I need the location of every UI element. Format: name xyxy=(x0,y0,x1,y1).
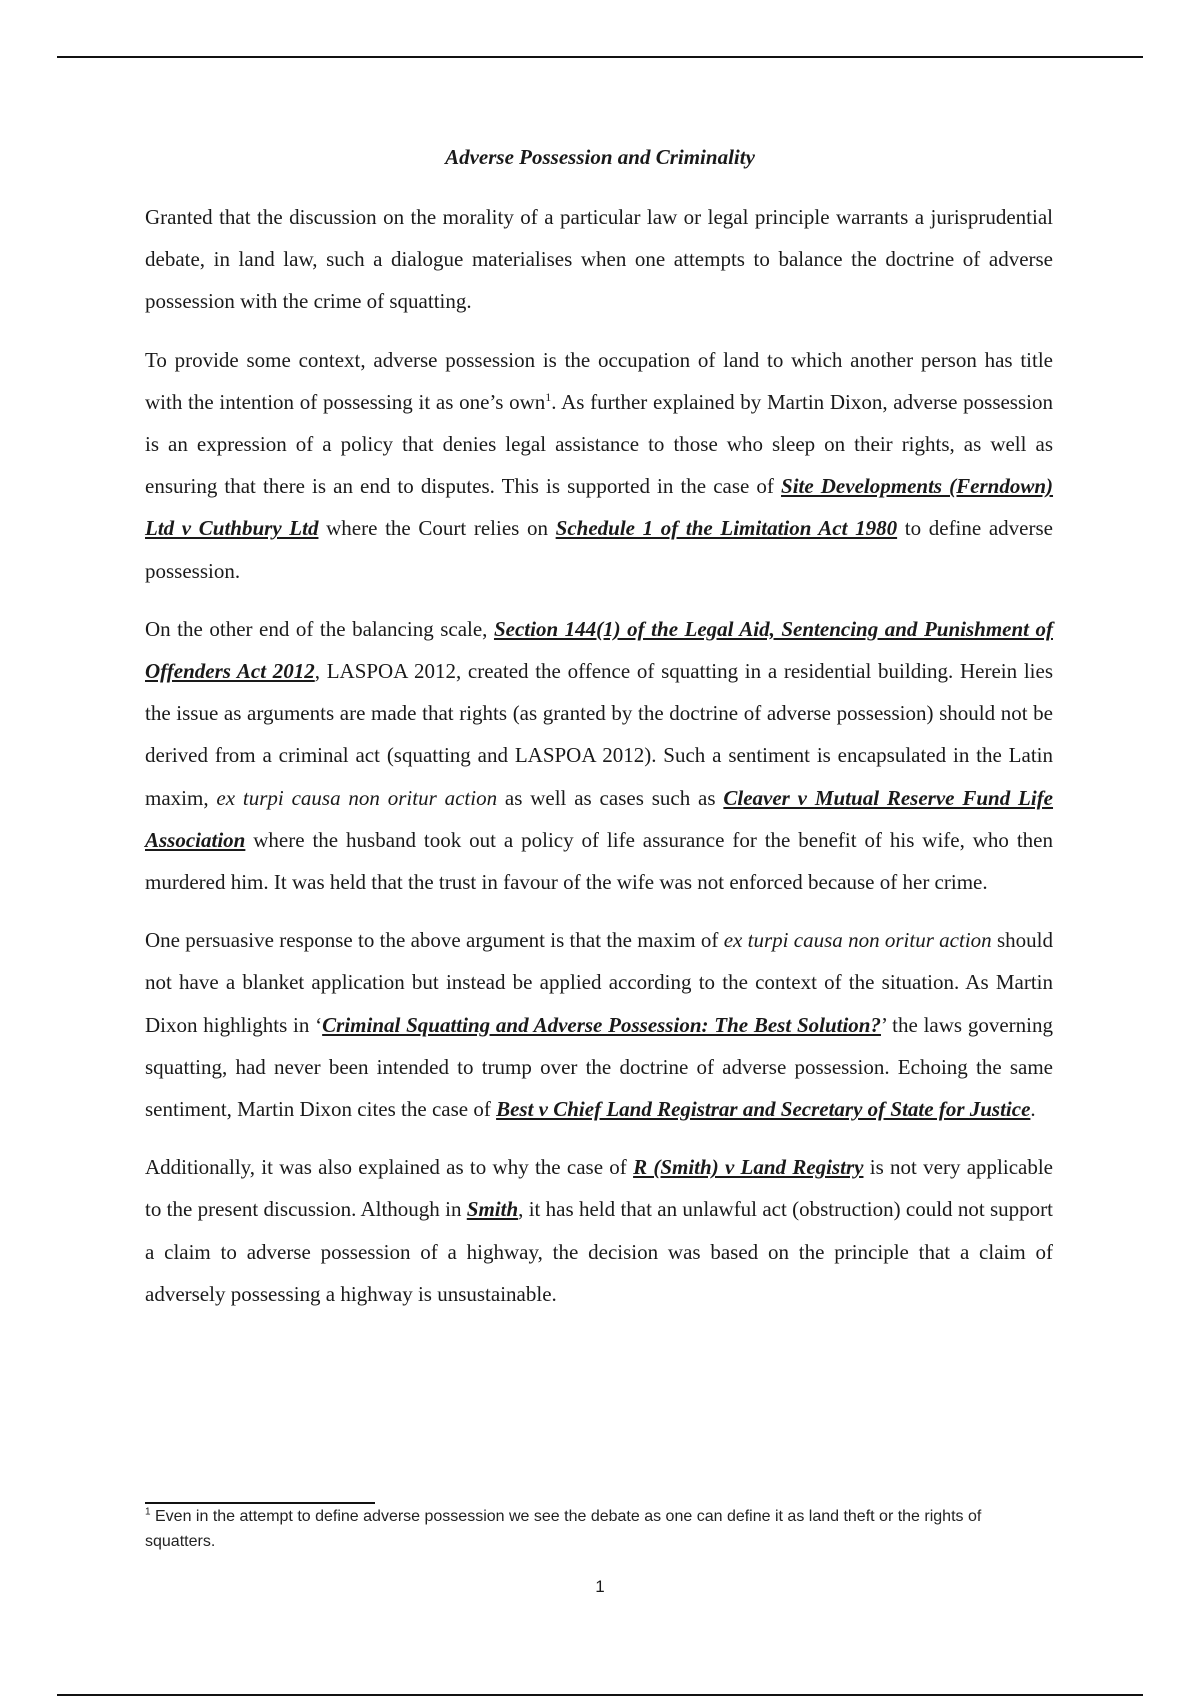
document-body xyxy=(145,196,1053,1331)
case-citation: Best v Chief Land Registrar and Secretary of State for Justice xyxy=(496,1097,1031,1122)
document-title: Adverse Possession and Criminality xyxy=(445,145,755,169)
case-citation: Smith xyxy=(466,1197,519,1222)
paragraph-text: To provide some context, adverse possession is the occupation of land to which another person has title with the intention of possessing it as one’s own xyxy=(145,347,1053,414)
paragraph-text: as well as cases such as xyxy=(497,785,724,810)
article-citation: Criminal Squatting and Adverse Possession: The Best Solution? xyxy=(322,1012,881,1037)
footer-rule xyxy=(57,1694,1143,1696)
paragraph-text: , LASPOA 2012, created the offence of squatting in a residential building. Herein lies the issue as arguments are made that rights (as granted by the doctrine of adverse possession) should not be derived from a criminal act (squatting and LASPOA 2012). Such a sentiment is encapsulated in the Latin maxim, xyxy=(145,659,1053,810)
latin-maxim: ex turpi causa non oritur action xyxy=(723,928,992,953)
header-rule xyxy=(57,56,1143,58)
case-citation: Cleaver v Mutual Reserve Fund Life Association xyxy=(145,785,1054,852)
paragraph-text: where the Court relies on xyxy=(318,516,556,541)
paragraph-text: should not have a blanket application but instead be applied according to the context of the situation. As Martin Dixon highlights in ‘ xyxy=(145,928,1053,1037)
statute-citation: Section 144(1) of the Legal Aid, Sentencing and Punishment of Offenders Act 2012 xyxy=(145,616,1053,684)
paragraph-5 xyxy=(145,1146,1053,1315)
paragraph-text: . xyxy=(1030,1097,1036,1122)
paragraph-text: ’ the laws governing squatting, had never been intended to trump over the doctrine of adverse possession. Echoing the same sentiment, Martin Dixon cites the case of xyxy=(145,1012,1054,1122)
footnote-number: 1 xyxy=(145,1506,151,1518)
paragraph-text: Additionally, it was also explained as to why the case of xyxy=(145,1155,634,1180)
paragraph-1 xyxy=(145,196,1053,323)
paragraph-text: , it has held that an unlawful act (obstruction) could not support a claim to adverse possession of a highway, the decision was based on the principle that a claim of adversely possessing a highway is unsustainable. xyxy=(145,1197,1054,1306)
footnote xyxy=(145,1504,1053,1554)
paragraph-2 xyxy=(145,339,1053,592)
paragraph-text: Granted that the discussion on the morality of a particular law or legal principle warrants a jurisprudential debate, in land law, such a dialogue materialises when one attempts to balance the doctrine of adverse possession with the crime of squatting. xyxy=(145,205,1053,314)
paragraph-text: On the other end of the balancing scale, xyxy=(145,616,494,641)
statute-citation: Schedule 1 of the Limitation Act 1980 xyxy=(555,516,898,541)
paragraph-text: . As further explained by Martin Dixon, adverse possession is an expression of a policy that denies legal assistance to those who sleep on their rights, as well as ensuring that there is an end to disputes. This is supported in the case of xyxy=(145,389,1053,499)
paragraph-text: is not very applicable to the present discussion. Although in xyxy=(145,1155,1053,1222)
paragraph-text: where the husband took out a policy of life assurance for the benefit of his wife, who then murdered him. It was held that the trust in favour of the wife was not enforced because of her crime. xyxy=(145,827,1053,895)
paragraph-3 xyxy=(145,608,1053,903)
paragraph-4 xyxy=(145,919,1053,1130)
paragraph-text: to define adverse possession. xyxy=(145,516,1053,583)
latin-maxim: ex turpi causa non oritur action xyxy=(216,785,498,810)
case-citation: Site Developments (Ferndown) Ltd v Cuthbury Ltd xyxy=(145,474,1054,541)
footnote-reference[interactable]: 1 xyxy=(545,389,552,404)
footnote-text: Even in the attempt to define adverse possession we see the debate as one can define it as land theft or the rights of squatters. xyxy=(145,1508,982,1550)
case-citation: R (Smith) v Land Registry xyxy=(633,1155,864,1180)
page-number: 1 xyxy=(595,1577,605,1596)
paragraph-text: One persuasive response to the above argument is that the maxim of xyxy=(145,928,724,953)
